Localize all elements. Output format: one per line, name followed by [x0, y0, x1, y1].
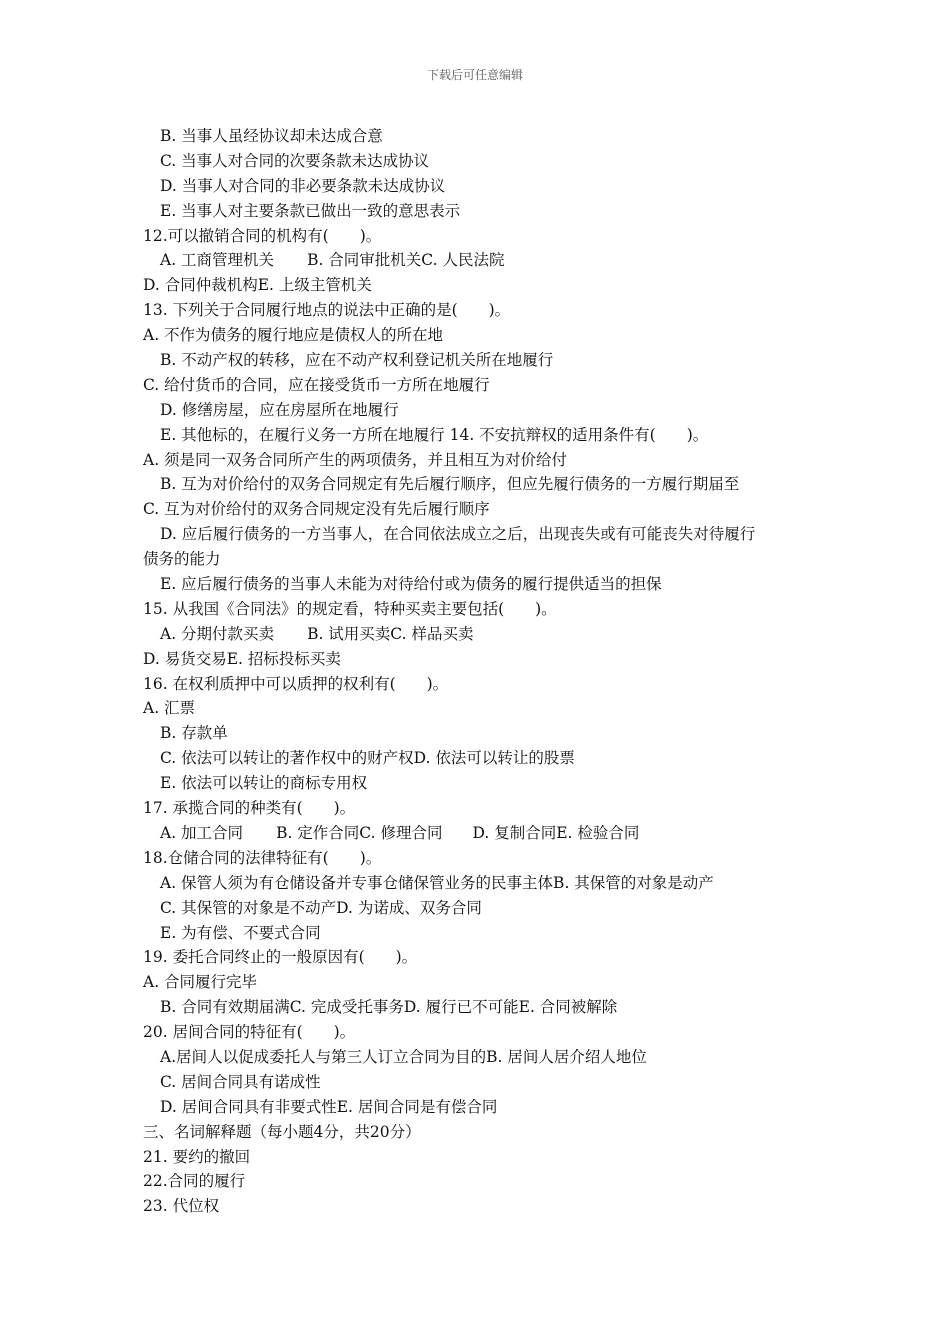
- option-line: A. 不作为债务的履行地应是债权人的所在地: [143, 326, 444, 345]
- option-line: B. 存款单: [160, 724, 228, 743]
- document-body: [143, 124, 833, 1219]
- option-line: E. 其他标的，在履行义务一方所在地履行 14. 不安抗辩权的适用条件有( )。: [160, 425, 709, 444]
- question-line: 16. 在权利质押中可以质押的权利有( )。: [143, 674, 449, 693]
- option-line: E. 当事人对主要条款已做出一致的意思表示: [160, 201, 461, 220]
- option-line: [143, 821, 833, 846]
- option-line: B. 当事人虽经协议却未达成合意: [160, 127, 383, 145]
- option-line: [143, 622, 833, 647]
- question-line: 13. 下列关于合同履行地点的说法中正确的是( )。: [143, 301, 511, 320]
- question-line: 15. 从我国《合同法》的规定看，特种买卖主要包括( )。: [143, 599, 557, 618]
- option-line: D. 易货交易E. 招标投标买卖: [143, 649, 341, 668]
- option-line: D. 应后履行债务的一方当事人，在合同依法成立之后，出现丧失或有可能丧失对待履行: [160, 525, 756, 544]
- option-line: C. 居间合同具有诺成性: [160, 1072, 321, 1091]
- question-line: 20. 居间合同的特征有( )。: [143, 1023, 356, 1042]
- option-line: 债务的能力: [143, 550, 221, 569]
- option-line: A. 保管人须为有仓储设备并专事仓储保管业务的民事主体B. 其保管的对象是动产: [160, 873, 714, 892]
- question-line: 21. 要约的撤回: [143, 1147, 251, 1166]
- option-line: A. 合同履行完毕: [143, 973, 258, 992]
- option-line: D. 当事人对合同的非必要条款未达成协议: [160, 176, 446, 195]
- question-line: 22.合同的履行: [143, 1172, 246, 1191]
- option-line: D. 居间合同具有非要式性E. 居间合同是有偿合同: [160, 1097, 498, 1116]
- option-text: B. 定作合同C. 修理合同: [276, 823, 443, 842]
- question-line: 12.可以撤销合同的机构有( )。: [143, 226, 382, 245]
- option-line: C. 当事人对合同的次要条款未达成协议: [160, 151, 430, 170]
- option-line: A.居间人以促成委托人与第三人订立合同为目的B. 居间人居介绍人地位: [160, 1047, 647, 1066]
- page-header: 下载后可任意编辑: [426, 68, 523, 82]
- option-text: A. 工商管理机关: [160, 251, 275, 270]
- option-line: B. 合同有效期届满C. 完成受托事务D. 履行已不可能E. 合同被解除: [160, 998, 618, 1017]
- option-line: C. 给付货币的合同，应在接受货币一方所在地履行: [143, 375, 490, 394]
- option-line: D. 修缮房屋，应在房屋所在地履行: [160, 400, 399, 419]
- question-line: 18.仓储合同的法律特征有( )。: [143, 848, 382, 867]
- option-text: A. 加工合同: [160, 823, 244, 842]
- option-line: C. 其保管的对象是不动产D. 为诺成、双务合同: [160, 898, 482, 917]
- question-line: 23. 代位权: [143, 1197, 220, 1216]
- option-line: [143, 248, 833, 273]
- option-text: B. 合同审批机关C. 人民法院: [307, 251, 505, 270]
- question-line: 17. 承揽合同的种类有( )。: [143, 799, 356, 818]
- section-heading: 三、名词解释题（每小题4分，共20分）: [143, 1122, 421, 1141]
- option-text: A. 分期付款买卖: [160, 624, 275, 643]
- option-line: A. 须是同一双务合同所产生的两项债务，并且相互为对价给付: [143, 450, 568, 469]
- option-line: B. 不动产权的转移，应在不动产权利登记机关所在地履行: [160, 351, 554, 370]
- option-line: B. 互为对价给付的双务合同规定有先后履行顺序，但应先履行债务的一方履行期届至: [160, 475, 740, 494]
- option-line: E. 依法可以转让的商标专用权: [160, 774, 368, 793]
- option-line: C. 依法可以转让的著作权中的财产权D. 依法可以转让的股票: [160, 749, 575, 768]
- option-line: E. 为有偿、不要式合同: [160, 923, 321, 942]
- option-line: D. 合同仲裁机构E. 上级主管机关: [143, 276, 372, 295]
- question-line: 19. 委托合同终止的一般原因有( )。: [143, 948, 418, 967]
- option-line: A. 汇票: [143, 699, 196, 718]
- option-text: B. 试用买卖C. 样品买卖: [307, 624, 474, 643]
- option-text: D. 复制合同E. 检验合同: [472, 823, 640, 842]
- option-line: C. 互为对价给付的双务合同规定没有先后履行顺序: [143, 500, 490, 519]
- option-line: E. 应后履行债务的当事人未能为对待给付或为债务的履行提供适当的担保: [160, 575, 662, 594]
